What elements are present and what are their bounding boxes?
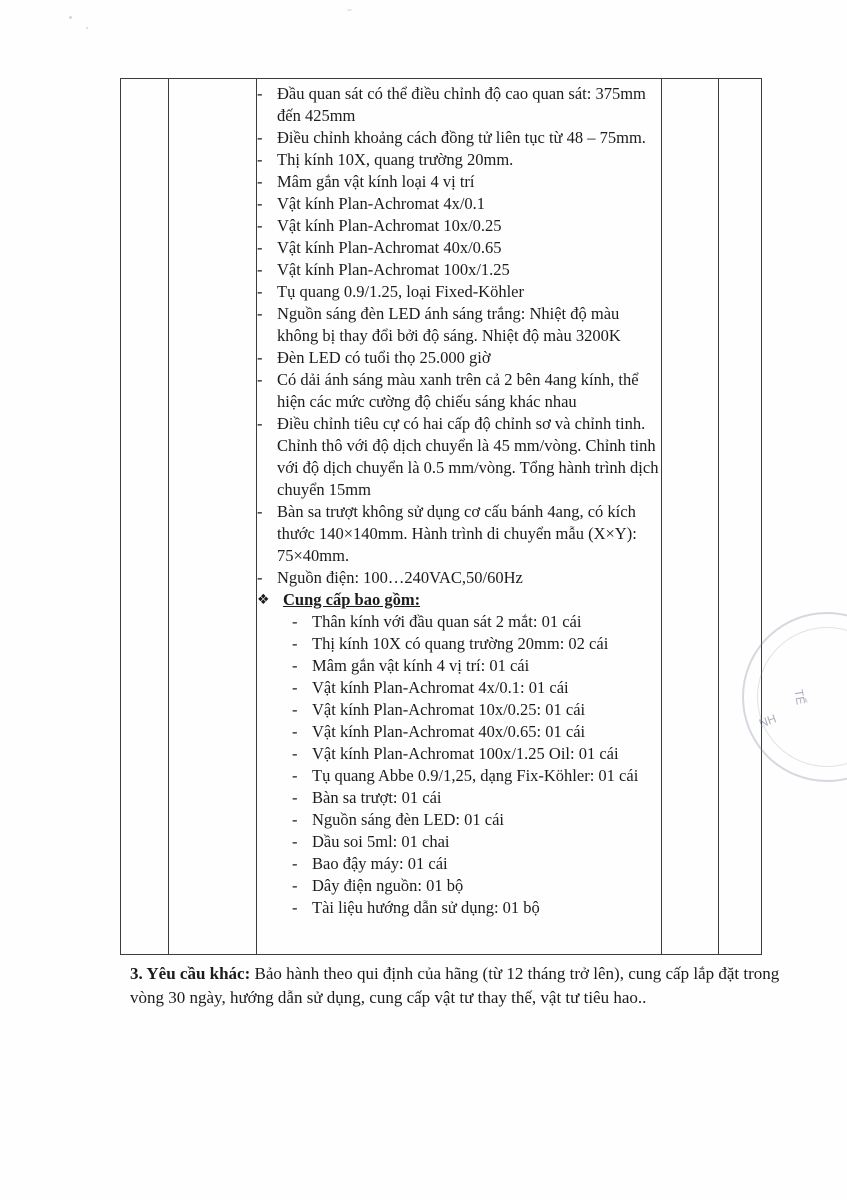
dash-bullet: - xyxy=(292,744,298,763)
spec-item-text: Bàn sa trượt không sử dụng cơ cấu bánh 4ang, có kích thước 140×140mm. Hành trình di chuyển mẫu (X×Y): 75×40mm. xyxy=(277,502,637,565)
dash-bullet: - xyxy=(257,84,263,103)
scan-artifact xyxy=(86,27,88,29)
spec-item-text: Tụ quang 0.9/1.25, loại Fixed-Köhler xyxy=(277,282,525,301)
dash-bullet: - xyxy=(292,678,298,697)
supply-list-item xyxy=(292,809,661,831)
spec-list-item xyxy=(257,259,661,281)
scan-artifact xyxy=(69,16,72,19)
spec-item-text: Có dải ánh sáng màu xanh trên cả 2 bên 4ang kính, thể hiện các mức cường độ chiếu sáng khác nhau xyxy=(277,370,639,411)
footer-note xyxy=(130,962,780,1009)
supply-item-text: Dầu soi 5ml: 01 chai xyxy=(312,832,450,851)
spec-item-text: Nguồn sáng đèn LED ánh sáng trắng: Nhiệt độ màu không bị thay đổi bởi độ sáng. Nhiệt độ màu 3200K xyxy=(277,304,621,345)
dash-bullet: - xyxy=(292,612,298,631)
dash-bullet: - xyxy=(257,348,263,367)
dash-bullet: - xyxy=(257,216,263,235)
supply-item-text: Bàn sa trượt: 01 cái xyxy=(312,788,442,807)
dash-bullet: - xyxy=(292,832,298,851)
dash-bullet: - xyxy=(257,238,263,257)
spec-table xyxy=(120,78,762,955)
dash-bullet: - xyxy=(257,370,263,389)
dash-bullet: - xyxy=(257,260,263,279)
spec-item-text: Mâm gắn vật kính loại 4 vị trí xyxy=(277,172,475,191)
supply-list-item xyxy=(292,743,661,765)
spec-list-item xyxy=(257,193,661,215)
dash-bullet: - xyxy=(257,568,263,587)
spec-item-text: Vật kính Plan-Achromat 4x/0.1 xyxy=(277,194,486,213)
dash-bullet: - xyxy=(292,656,298,675)
spec-list-item xyxy=(257,281,661,303)
spec-item-text: Vật kính Plan-Achromat 10x/0.25 xyxy=(277,216,502,235)
dash-bullet: - xyxy=(257,282,263,301)
spec-item-text: Thị kính 10X, quang trường 20mm. xyxy=(277,150,514,169)
supply-item-text: Nguồn sáng đèn LED: 01 cái xyxy=(312,810,504,829)
table-column-divider xyxy=(661,79,662,954)
dash-bullet: - xyxy=(292,810,298,829)
supply-section-title: Cung cấp bao gồm: xyxy=(283,590,421,609)
dash-bullet: - xyxy=(257,128,263,147)
supply-list-item xyxy=(292,853,661,875)
supply-list-item xyxy=(292,787,661,809)
dash-bullet: - xyxy=(257,172,263,191)
supply-item-text: Dây điện nguồn: 01 bộ xyxy=(312,876,464,895)
spec-item-text: Vật kính Plan-Achromat 40x/0.65 xyxy=(277,238,502,257)
supply-item-text: Vật kính Plan-Achromat 100x/1.25 Oil: 01 cái xyxy=(312,744,619,763)
dash-bullet: - xyxy=(257,194,263,213)
dash-bullet: - xyxy=(257,304,263,323)
spec-list-item xyxy=(257,149,661,171)
spec-list-item xyxy=(257,215,661,237)
supply-item-text: Vật kính Plan-Achromat 10x/0.25: 01 cái xyxy=(312,700,586,719)
supply-item-text: Mâm gắn vật kính 4 vị trí: 01 cái xyxy=(312,656,530,675)
supply-item-text: Vật kính Plan-Achromat 4x/0.1: 01 cái xyxy=(312,678,569,697)
supply-list-item xyxy=(292,611,661,633)
stamp-text: NH xyxy=(757,711,779,731)
footer-note-label: 3. Yêu cầu khác: xyxy=(130,964,251,983)
spec-item-text: Nguồn điện: 100…240VAC,50/60Hz xyxy=(277,568,523,587)
spec-list-item xyxy=(257,171,661,193)
spec-item-text: Điều chỉnh tiêu cự có hai cấp độ chỉnh sơ và chỉnh tinh. Chỉnh thô với độ dịch chuyển là 45 mm/vòng. Chỉnh tinh với độ dịch chuyển là 0.5 mm/vòng. Tổng hành trình dịch chuyển 15mm xyxy=(277,414,659,499)
supply-list-item xyxy=(292,699,661,721)
spec-list-item xyxy=(257,501,661,567)
supply-list-item xyxy=(292,633,661,655)
scan-artifact xyxy=(347,9,352,11)
supply-list-item xyxy=(292,677,661,699)
spec-item-text: Đầu quan sát có thể điều chỉnh độ cao quan sát: 375mm đến 425mm xyxy=(277,84,646,125)
spec-list xyxy=(257,83,661,589)
spec-list-item xyxy=(257,369,661,413)
supply-list-item xyxy=(292,765,661,787)
spec-list-item xyxy=(257,413,661,501)
supply-item-text: Thị kính 10X có quang trường 20mm: 02 cái xyxy=(312,634,609,653)
supply-section-header xyxy=(257,589,661,611)
table-column-divider xyxy=(718,79,719,954)
dash-bullet: - xyxy=(292,766,298,785)
table-column-divider xyxy=(168,79,169,954)
spec-item-text: Đèn LED có tuổi thọ 25.000 giờ xyxy=(277,348,491,367)
dash-bullet: - xyxy=(292,788,298,807)
supply-list-item xyxy=(292,875,661,897)
spec-cell xyxy=(257,83,661,919)
spec-list-item xyxy=(257,303,661,347)
dash-bullet: - xyxy=(292,722,298,741)
footer-note-text: Bảo hành theo qui định của hãng (từ 12 tháng trở lên), cung cấp lắp đặt trong vòng 30 ngày, hướng dẫn sử dụng, cung cấp vật tư thay thế, vật tư tiêu hao.. xyxy=(130,964,780,1007)
supply-item-text: Vật kính Plan-Achromat 40x/0.65: 01 cái xyxy=(312,722,586,741)
dash-bullet: - xyxy=(292,634,298,653)
spec-list-item xyxy=(257,127,661,149)
dash-bullet: - xyxy=(292,700,298,719)
supply-item-text: Bao đậy máy: 01 cái xyxy=(312,854,448,873)
dash-bullet: - xyxy=(292,854,298,873)
dash-bullet: - xyxy=(257,414,263,433)
supply-list-item xyxy=(292,721,661,743)
spec-list-item xyxy=(257,567,661,589)
supply-list-item xyxy=(292,831,661,853)
spec-item-text: Vật kính Plan-Achromat 100x/1.25 xyxy=(277,260,510,279)
spec-list-item xyxy=(257,347,661,369)
dash-bullet: - xyxy=(292,876,298,895)
supply-list xyxy=(292,611,661,919)
supply-list-item xyxy=(292,897,661,919)
supply-item-text: Thân kính với đầu quan sát 2 mắt: 01 cái xyxy=(312,612,582,631)
stamp-text: TẾ xyxy=(791,688,808,706)
supply-item-text: Tài liệu hướng dẫn sử dụng: 01 bộ xyxy=(312,898,540,917)
supply-list-item xyxy=(292,655,661,677)
diamond-bullet: ❖ xyxy=(257,592,270,608)
spec-list-item xyxy=(257,83,661,127)
dash-bullet: - xyxy=(257,502,263,521)
dash-bullet: - xyxy=(292,898,298,917)
supply-item-text: Tụ quang Abbe 0.9/1,25, dạng Fix-Köhler: 01 cái xyxy=(312,766,639,785)
spec-list-item xyxy=(257,237,661,259)
dash-bullet: - xyxy=(257,150,263,169)
spec-item-text: Điều chỉnh khoảng cách đồng tử liên tục từ 48 – 75mm. xyxy=(277,128,646,147)
